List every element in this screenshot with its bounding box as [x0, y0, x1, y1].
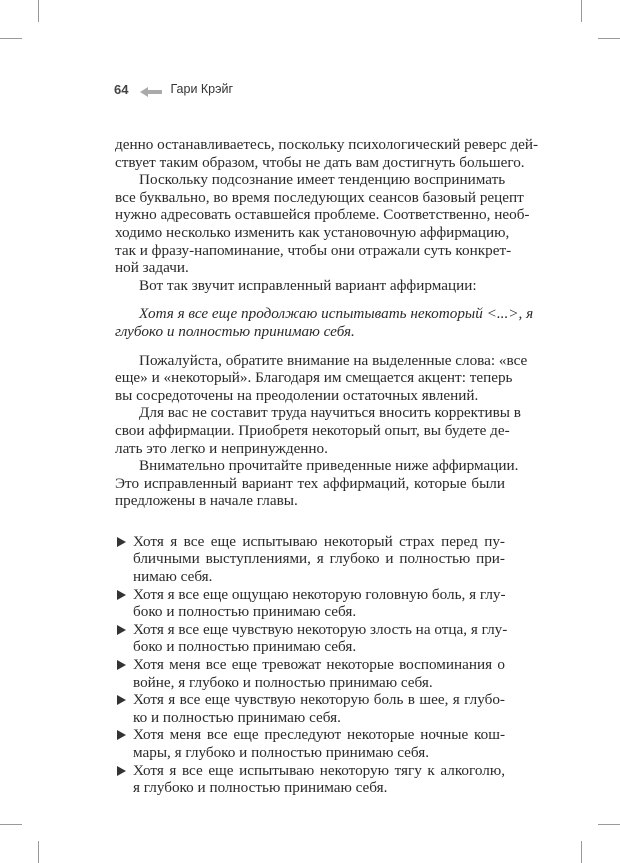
- crop-mark: [0, 824, 22, 825]
- paragraph: [115, 277, 505, 295]
- text-line: все буквально, во время последующих сеансов базовый рецепт: [115, 188, 524, 206]
- text-line: мары, я глубоко и полностью принимаю себя.: [133, 744, 430, 761]
- list-item: [115, 762, 505, 797]
- paragraph: [115, 351, 528, 405]
- text-line: Хотя меня все еще преследуют некоторые ночные кош-: [133, 726, 505, 744]
- paragraph: [115, 404, 521, 457]
- text-line: войне, я глубоко и полностью принимаю себя.: [133, 673, 433, 691]
- bullet-triangle-icon: [117, 625, 126, 635]
- text-line: ствует таким образом, чтобы не дать вам достигнуть большего.: [115, 153, 525, 171]
- text-line: ходимо несколько изменить как установочную аффирмацию,: [115, 223, 510, 241]
- crop-mark: [0, 38, 22, 39]
- text-line: Для вас не составит труда научиться вносить коррективы в: [139, 404, 521, 422]
- author-name: Гари Крэйг: [170, 82, 234, 96]
- text-line: я глубоко и полностью принимаю себя.: [133, 779, 388, 797]
- text-line: свои аффирмации. Приобретя некоторый опыт, вы будете де-: [115, 421, 510, 439]
- crop-mark: [581, 0, 582, 22]
- crop-mark: [598, 824, 620, 825]
- text-line: ной задачи.: [115, 259, 189, 277]
- text-line: Поскольку подсознание имеет тенденцию воспринимать: [139, 171, 506, 189]
- bullet-triangle-icon: [117, 695, 126, 705]
- crop-mark: [38, 841, 39, 863]
- bullet-triangle-icon: [117, 766, 126, 776]
- list-item: [115, 656, 505, 691]
- list-item: [115, 691, 505, 726]
- spacer: [115, 341, 505, 352]
- bullet-triangle-icon: [117, 730, 126, 740]
- text-line: Вот так звучит исправленный вариант аффирмации:: [139, 276, 477, 294]
- bullet-triangle-icon: [117, 537, 126, 547]
- text-line: нужно адресовать оставшейся проблеме. Соответственно, необ-: [115, 206, 530, 224]
- text-line: Хотя я все еще чувствую некоторую боль в шее, я глубо-: [133, 691, 505, 709]
- list-item: [115, 726, 505, 761]
- crop-mark: [598, 38, 620, 39]
- text-line: бличными выступлениями, я глубоко и полностью при-: [133, 550, 505, 568]
- crop-mark: [38, 0, 39, 22]
- list-item: [115, 620, 508, 656]
- text-line: денно останавливаетесь, поскольку психологический реверс дей-: [115, 136, 539, 153]
- text-line: боко и полностью принимаю себя.: [133, 603, 357, 621]
- text-line: Хотя я все еще чувствую некоторую злость на отца, я глу-: [133, 620, 508, 638]
- text-line: вы сосредоточены на преодолении остаточных явлений.: [115, 386, 479, 404]
- spacer: [115, 510, 505, 533]
- text-line: глубоко и полностью принимаю себя.: [115, 322, 355, 340]
- page-number: 64: [114, 81, 129, 97]
- text-line: Хотя меня все еще тревожат некоторые воспоминания о: [133, 656, 505, 674]
- paragraph: [115, 136, 539, 171]
- affirmation-quote: [115, 305, 534, 340]
- bullet-triangle-icon: [117, 590, 126, 600]
- crop-mark: [581, 841, 582, 863]
- text-line: боко и полностью принимаю себя.: [133, 638, 357, 656]
- list-item: [115, 533, 505, 586]
- text-line: нимаю себя.: [133, 568, 213, 586]
- list-item: [115, 586, 505, 621]
- text-line: Внимательно прочитайте приведенные ниже аффирмации.: [139, 457, 519, 475]
- text-line: Хотя я все еще испытываю некоторый страх перед пу-: [133, 532, 505, 550]
- page-body: [115, 136, 539, 797]
- paragraph: [115, 171, 530, 277]
- text-line: так и фразу-напоминание, чтобы они отражали суть конкрет-: [115, 241, 512, 259]
- arrow-left-icon: [140, 84, 162, 94]
- paragraph: [115, 457, 519, 510]
- spacer: [115, 294, 505, 305]
- text-line: Это исправленный вариант тех аффирмаций, которые были: [115, 474, 505, 492]
- bullet-triangle-icon: [117, 660, 126, 670]
- running-header: [114, 80, 233, 98]
- text-line: ко и полностью принимаю себя.: [133, 708, 341, 726]
- text-line: Пожалуйста, обратите внимание на выделенные слова: «все: [139, 351, 528, 369]
- text-line: Хотя я все еще ощущаю некоторую головную боль, я глу-: [133, 585, 506, 603]
- text-line: Хотя я все еще продолжаю испытывать некоторый <...>, я: [139, 305, 534, 323]
- text-line: еще» и «некоторый». Благодаря им смещается акцент: теперь: [115, 369, 513, 387]
- text-line: Хотя я все еще испытываю некоторую тягу к алкоголю,: [133, 761, 505, 779]
- text-line: предложены в начале главы.: [115, 492, 298, 510]
- text-line: лать это легко и непринужденно.: [115, 439, 328, 457]
